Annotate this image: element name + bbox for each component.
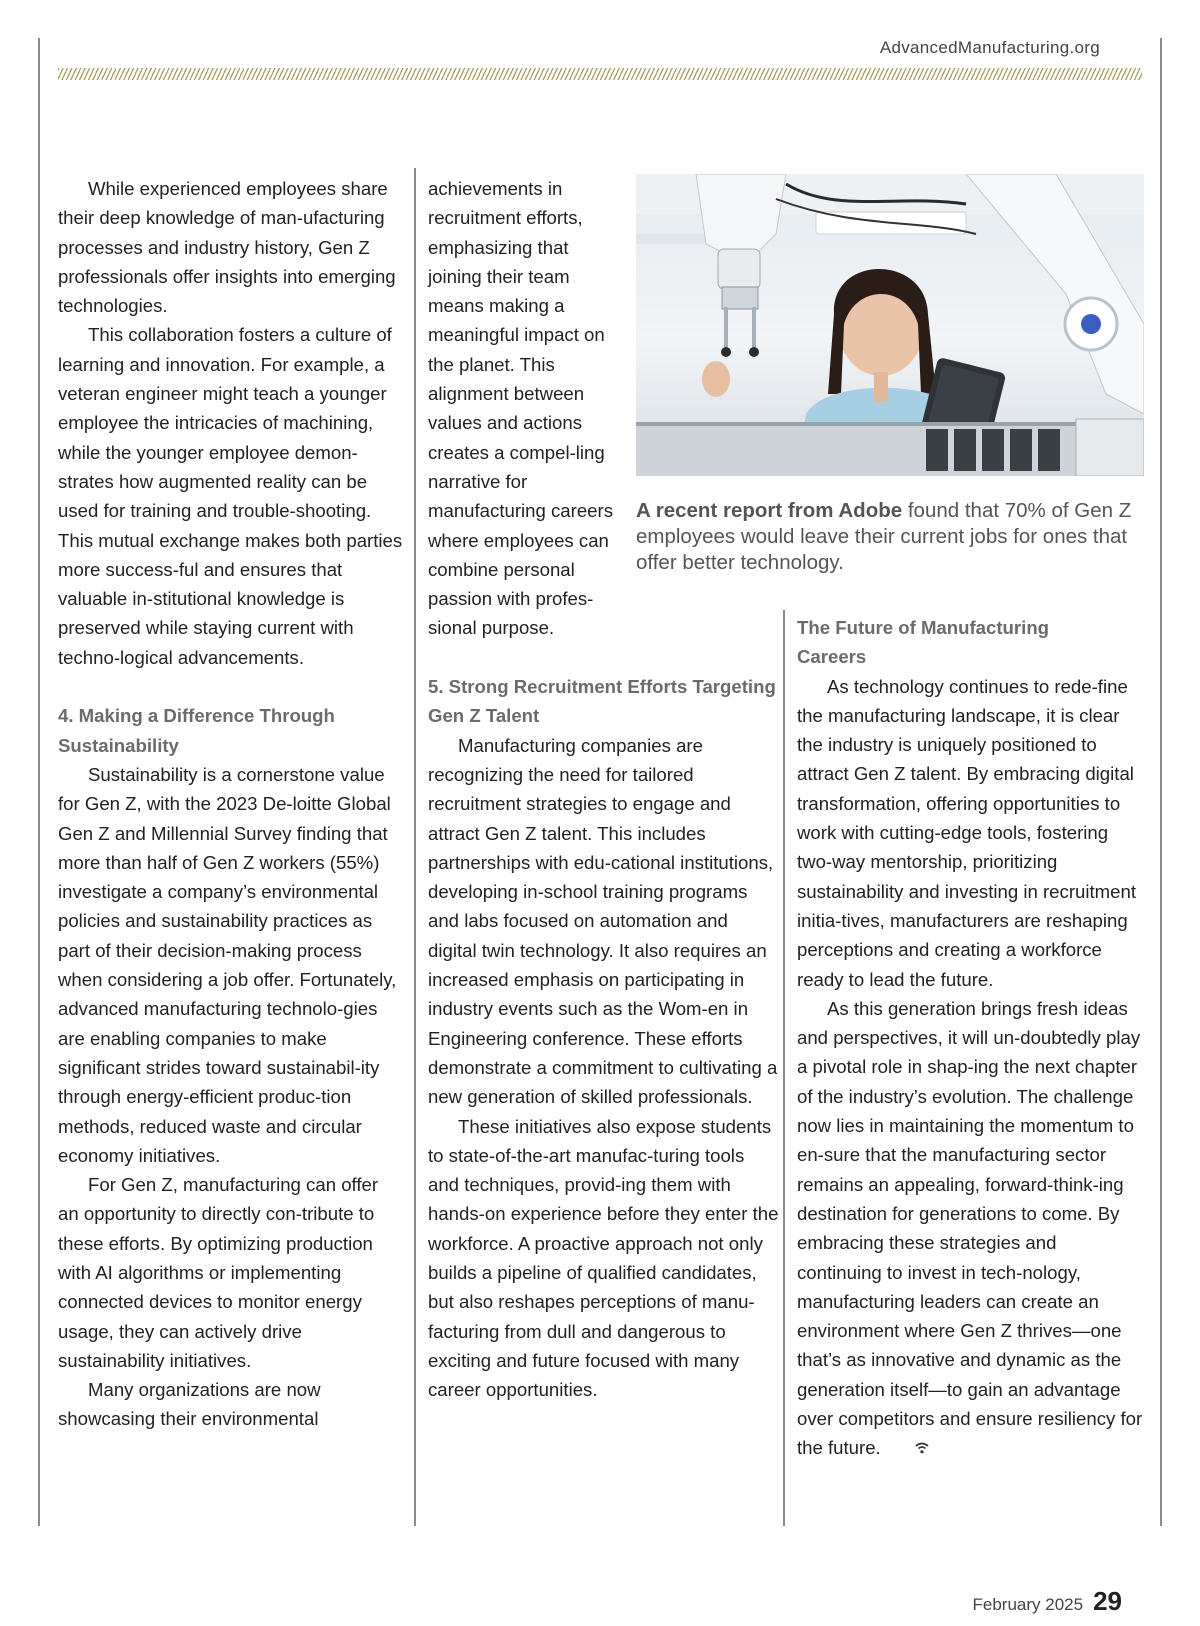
wifi-end-icon xyxy=(885,1435,929,1464)
section-heading-4: 4. Making a Difference Through Sustainability xyxy=(58,705,335,756)
left-margin-rule xyxy=(38,38,40,1526)
section-heading-future: The Future of Manufacturing Careers xyxy=(797,617,1050,668)
paragraph: For Gen Z, manufacturing can offer an opportunity to directly con-tribute to these efforts. By optimizing production with AI algorithms or implementing connected devices to monitor energy usage, they can actively drive sustainability initiatives. xyxy=(58,1174,379,1371)
paragraph: As technology continues to rede-fine the manufacturing landscape, it is clear the industry is uniquely positioned to attract Gen Z talent. By embracing digital transformation, offering opportunities to work with cutting-edge tools, fostering two-way mentorship, prioritizing sustainability and investing in recruitment initia-tives, manufacturers are reshaping perceptions and creating a workforce ready to lead the future. xyxy=(797,675,1136,990)
paragraph: Sustainability is a cornerstone value for Gen Z, with the 2023 De-loitte Global Gen Z and Millennial Survey finding that more than half of Gen Z workers (55%) investigate a company’s environmental policies and sustainability practices as part of their decision-making process when considering a job offer. Fortunately, advanced manufacturing technolo-gies are enabling companies to make significant strides toward sustainabil-ity through energy-efficient produc-tion methods, reduced waste and circular economy initiatives. xyxy=(58,763,397,1166)
column-1 xyxy=(58,174,403,1434)
paragraph: achievements in recruitment efforts, emphasizing that joining their team means making a meaningful impact on the planet. This alignment between values and actions creates a compel-ling narrative for manufacturing careers where employees can combine personal passion with profes-sional purpose. xyxy=(428,178,613,639)
photo-illustration xyxy=(636,174,1144,476)
section-heading-5: 5. Strong Recruitment Efforts Targeting Gen Z Talent xyxy=(428,676,776,727)
photo-caption xyxy=(636,498,1146,576)
column-2-top xyxy=(428,174,618,643)
right-margin-rule xyxy=(1160,38,1162,1526)
page-number: 29 xyxy=(1093,1586,1122,1616)
feature-photo xyxy=(636,174,1144,476)
paragraph: While experienced employees share their deep knowledge of man-ufacturing processes and industry history, Gen Z professionals offer insights into emerging technologies. xyxy=(58,178,396,317)
issue-date: February 2025 xyxy=(972,1595,1084,1614)
site-url: AdvancedManufacturing.org xyxy=(879,38,1100,57)
caption-bold: A recent report from Adobe xyxy=(636,499,903,522)
page-footer xyxy=(973,1586,1123,1617)
paragraph: These initiatives also expose students to state-of-the-art manufac-turing tools and techniques, provid-ing them with hands-on experience before they enter the workforce. A proactive approach not only builds a pipeline of qualified candidates, but also reshapes perceptions of manu-facturing from dull and dangerous to exciting and future focused with many career opportunities. xyxy=(428,1115,779,1401)
caption-text: found that 70% of Gen Z employees would leave their current jobs for ones that offer better technology. xyxy=(636,499,1132,574)
column-rule-1 xyxy=(414,168,416,1526)
paragraph xyxy=(797,994,1145,1465)
header-hatch-band xyxy=(58,68,1142,80)
column-3 xyxy=(797,613,1145,1465)
paragraph: Many organizations are now showcasing their environmental xyxy=(58,1379,321,1430)
paragraph: Manufacturing companies are recognizing the need for tailored recruitment strategies to engage and attract Gen Z talent. This includes partnerships with edu-cational institutions, developing in-school training programs and labs focused on automation and digital twin technology. It also requires an increased emphasis on participating in industry events such as the Wom-en in Engineering conference. These efforts demonstrate a commitment to cultivating a new generation of skilled professionals. xyxy=(428,734,778,1108)
column-rule-2 xyxy=(783,610,785,1526)
paragraph: This collaboration fosters a culture of learning and innovation. For example, a veteran engineer might teach a younger employee the intricacies of machining, while the younger employee demon-strates how augmented reality can be used for training and trouble-shooting. This mutual exchange makes both parties more success-ful and ensures that valuable in-stitutional knowledge is preserved while staying current with techno-logical advancements. xyxy=(58,324,403,668)
paragraph-text: As this generation brings fresh ideas and perspectives, it will un-doubtedly play a pivotal role in shap-ing the next chapter of the industry’s evolution. The challenge now lies in maintaining the momentum to en-sure that the manufacturing sector remains an appealing, forward-think-ing destination for generations to come. By embracing these strategies and continuing to invest in tech-nology, manufacturing leaders can create an environment where Gen Z thrives—one that’s as innovative and dynamic as the generation itself—to gain an advantage over competitors and ensure resiliency for the future. xyxy=(797,997,1143,1459)
